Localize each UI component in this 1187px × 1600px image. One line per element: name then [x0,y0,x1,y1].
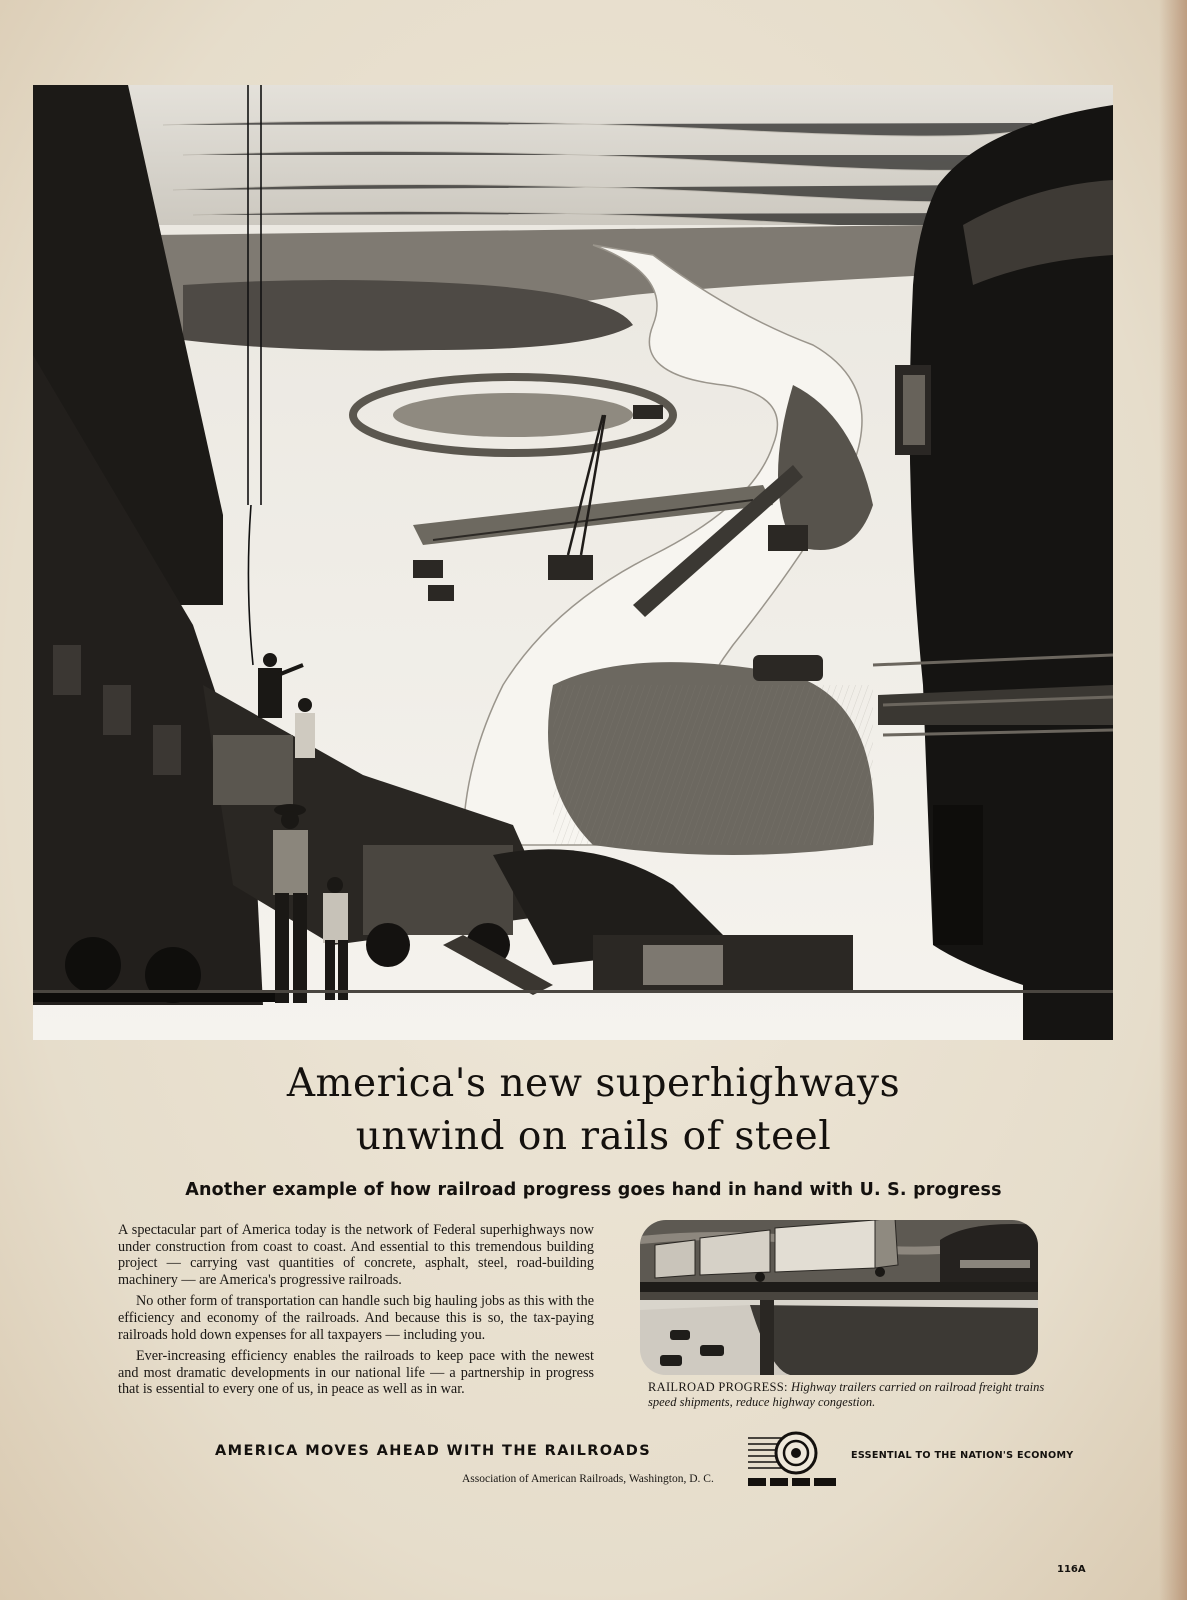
hero-illustration [33,85,1113,1040]
body-paragraph: Ever-increasing efficiency enables the railroads to keep pace with the newest and most dramatic developments in our national life — a partnership in progress that is essential to every one of us, in peace as well as in war. [118,1348,594,1398]
page-number: 116A [1057,1564,1086,1575]
body-copy [118,1222,594,1403]
flatcar-deck [640,1282,1038,1292]
body-paragraph: A spectacular part of America today is the network of Federal superhighways now under construction from coast to coast. And essential to this tremendous building project — carrying vast quantities of concrete, asphalt, steel, road-building machinery — are America's progressive railroads. [118,1222,594,1288]
footer-association: Association of American Railroads, Washington, D. C. [462,1473,714,1485]
footer-slogan: AMERICA MOVES AHEAD WITH THE RAILROADS [215,1443,652,1459]
page-edge-shading [1159,0,1187,1600]
inset-illustration [640,1220,1038,1375]
inset-caption [648,1380,1048,1410]
subheadline: Another example of how railroad progress goes hand in hand with U. S. progress [185,1180,1002,1200]
footer-tagline: ESSENTIAL TO THE NATION'S ECONOMY [851,1450,1074,1461]
headline-line-1: America's new superhighways [286,1061,901,1106]
caption-lead: RAILROAD PROGRESS: [648,1380,788,1394]
railroad-wheel-logo-icon [748,1430,836,1488]
headline-line-2: unwind on rails of steel [355,1114,832,1159]
body-paragraph: No other form of transportation can handle such big hauling jobs as this with the efficiency and economy of the railroads. And because this is so, the tax-paying railroads hold down expenses for all taxpayers — including you. [118,1293,594,1343]
inset-locomotive [940,1224,1038,1290]
caption-text: Highway trailers carried on railroad freight trains speed shipments, reduce highway congestion. [648,1380,1045,1409]
